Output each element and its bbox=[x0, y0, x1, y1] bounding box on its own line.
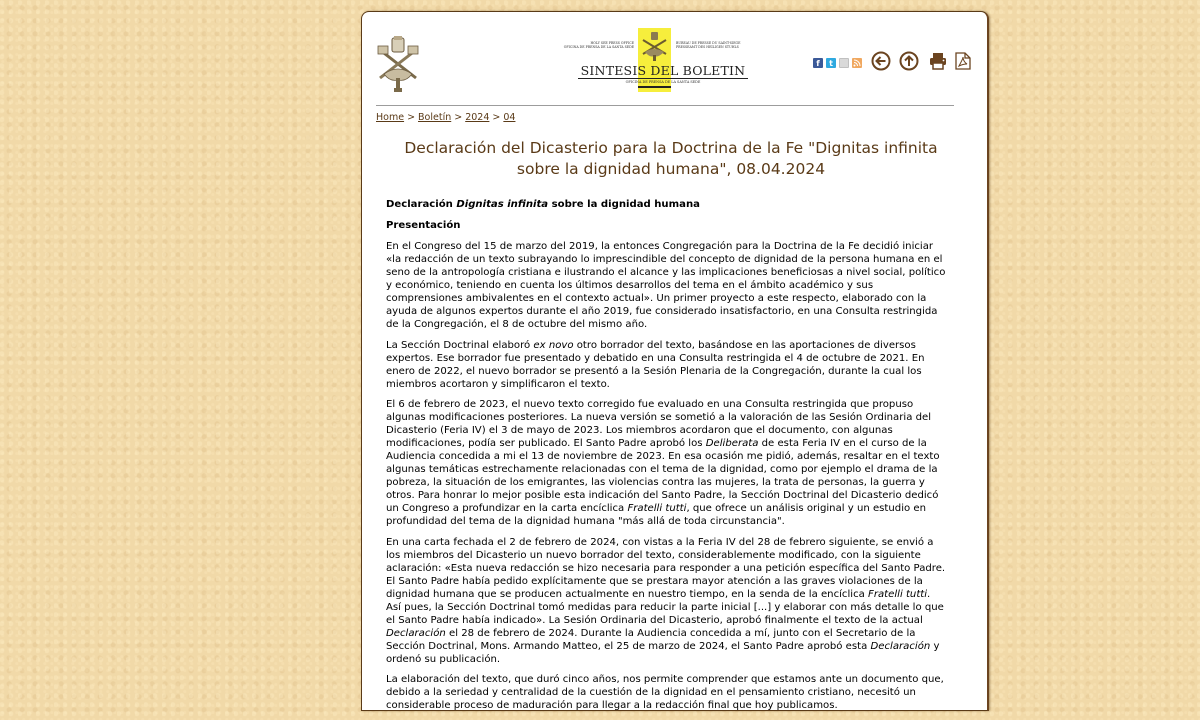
breadcrumb-separator: > bbox=[492, 112, 501, 123]
breadcrumb-year[interactable]: 2024 bbox=[465, 112, 490, 123]
breadcrumb-separator: > bbox=[407, 112, 416, 123]
email-icon[interactable] bbox=[839, 58, 849, 68]
masthead-left-caption bbox=[564, 41, 634, 49]
text: . Así pues, la Sección Doctrinal tomó medidas para reducir la parte inicial [...] y elaborar con más detalle lo que el Santo Padre había indicado». La Sesión Ordinaria del Dicasterio, aprobó finalmente el texto de la actual bbox=[386, 588, 944, 626]
back-icon[interactable] bbox=[871, 51, 891, 75]
pdf-icon[interactable] bbox=[955, 52, 971, 74]
italic-text: Fratelli tutti bbox=[868, 588, 928, 600]
paragraph-4 bbox=[386, 536, 946, 666]
document-heading bbox=[386, 198, 946, 211]
article-body bbox=[386, 198, 946, 720]
masthead-subtitle: OFICINA DE PRENSA DE LA SANTA SEDE bbox=[625, 80, 701, 84]
italic-text: Declaración bbox=[386, 627, 446, 639]
caption-line: PRESSEAMT DES HEILIGEN STUHLS bbox=[676, 45, 739, 49]
holy-see-keys-logo[interactable] bbox=[376, 36, 420, 92]
rss-glyph bbox=[853, 59, 861, 67]
caption-line: BUREAU DE PRESSE DU SAINT-SIEGE bbox=[676, 41, 741, 45]
twitter-icon[interactable] bbox=[826, 58, 836, 68]
paragraph-5: La elaboración del texto, que duró cinco años, nos permite comprender que estamos ante un documento que, debido a la seriedad y centralidad de la cuestión de la dignidad en el pensamiento cristiano, necesitó un considerable proceso de maduración para llegar a la redacción final que hoy publicamos. bbox=[386, 674, 944, 711]
text: el 28 de febrero de 2024. Durante la Audiencia concedida a mí, junto con el Secretario de la Sección Doctrinal, Mons. Armando Matteo, el 25 de marzo de 2024, el Santo Padre aprobó esta bbox=[386, 627, 916, 652]
paragraph-3 bbox=[386, 398, 946, 528]
heading-text: Declaración bbox=[386, 199, 457, 210]
caption-line: HOLY SEE PRESS OFFICE bbox=[590, 41, 634, 45]
breadcrumb-boletin[interactable]: Boletín bbox=[418, 112, 452, 123]
print-icon[interactable] bbox=[929, 52, 947, 74]
facebook-icon[interactable] bbox=[813, 58, 823, 68]
italic-text: Deliberata bbox=[705, 438, 759, 449]
text: de esta Feria IV en el curso de la Audiencia concedida a mi el 13 de noviembre de 2023. En esa ocasión me pidió, además, resaltar en el texto algunas temáticas estrechamente relacionadas con el tema de la dignidad, como por ejemplo el drama de la pobreza, la situación de los emigrantes, las violencias contra las mujeres, la trata de personas, la guerra y otros. Para honrar lo mejor posible esta indicación del Santo Padre, la Sección Doctrinal del Dicasterio dedicó un Congreso a profundizar en la carta encíclica bbox=[386, 438, 940, 514]
papal-emblem-icon bbox=[638, 28, 671, 62]
rss-icon[interactable] bbox=[852, 58, 862, 68]
italic-text: ex novo bbox=[533, 339, 574, 351]
page-title: Declaración del Dicasterio para la Doctrina de la Fe "Dignitas infinita sobre la dignidad humana", 08.04.2024 bbox=[404, 139, 938, 178]
caption-line: OFICINA DE PRENSA DE LA SANTA SEDE bbox=[563, 45, 634, 49]
italic-text: Declaración bbox=[870, 640, 931, 652]
breadcrumb bbox=[376, 112, 515, 123]
text: El 6 de febrero de 2023, el nuevo texto corregido fue evaluado en una Consulta restringida que propuso algunas modificaciones posteriores. La nueva versión se sometió a la valoración de las Sesión Ordinaria del Dicasterio (Feria IV) el 3 de mayo de 2023. Los miembros acordaron que el documento, con algunas modificaciones, podía ser publicado. El Santo Padre aprobó los bbox=[386, 399, 932, 449]
heading-italic: Dignitas infinita bbox=[456, 199, 549, 210]
masthead-bar bbox=[638, 86, 671, 88]
italic-text: Fratelli tutti bbox=[627, 503, 687, 514]
text: En una carta fechada el 2 de febrero de 2024, con vistas a la Feria IV del 28 de febrero siguiente, se envió a los miembros del Dicasterio un nuevo borrador del texto, considerablemente modificado, con la siguiente aclaración: «Esta nueva redacción se hizo necesaria para responder a una petición específica del Santo Padre. El Santo Padre había pedido explícitamente que se prestara mayor atención a las graves violaciones de la dignidad humana que se producen actualmente en nuestro tiempo, en la senda de la encíclica bbox=[386, 536, 946, 600]
text: otro borrador del texto, basándose en las aportaciones de diversos expertos. Ese borrador fue presentado y debatido en una Consulta restringida el 4 de octubre de 2021. En enero de 2022, el nuevo borrador se presentó a la Sesión Plenaria de la Congregación, durante la cual los miembros acortaron y simplificaron el texto. bbox=[386, 339, 925, 390]
text: , que ofrece un análisis original y un estudio en profundidad del tema de la dignidad humana "más allá de toda circunstancia". bbox=[386, 503, 926, 527]
breadcrumb-home[interactable]: Home bbox=[376, 112, 405, 123]
crossed-keys-icon bbox=[376, 36, 420, 92]
page-container bbox=[361, 11, 989, 711]
masthead-right-caption bbox=[676, 41, 740, 49]
facebook-glyph: f bbox=[816, 58, 820, 68]
section-heading: Presentación bbox=[386, 220, 461, 231]
breadcrumb-separator: > bbox=[454, 112, 463, 123]
twitter-glyph: t bbox=[829, 58, 833, 68]
bulletin-masthead[interactable] bbox=[558, 28, 768, 96]
paragraph-2 bbox=[386, 339, 946, 391]
header-divider bbox=[376, 105, 954, 106]
paragraph-1: En el Congreso del 15 de marzo del 2019, la entonces Congregación para la Doctrina de la Fe decidió iniciar «la redacción de un texto subrayando lo imprescindible del concepto de dignidad de la persona humana en el seno de la antropología cristiana e ilustrando el alcance y las implicaciones beneficiosas a nivel social, político y económico, teniendo en cuenta los últimos desarrollos del tema en el ámbito académico y sus comprensiones ambivalentes en el contexto actual». Un primer proyecto a este respecto, elaborado con la ayuda de algunos expertos durante el año 2019, fue considerado insatisfactorio, en una Consulta restringida de la Congregación, el 8 de octubre del mismo año. bbox=[386, 241, 946, 330]
masthead-title: SINTESIS DEL BOLETIN bbox=[580, 63, 746, 78]
masthead-rule bbox=[578, 78, 748, 79]
page-toolbar bbox=[813, 52, 971, 74]
text: y ordenó su publicación. bbox=[386, 640, 940, 665]
top-icon[interactable] bbox=[899, 51, 919, 75]
text: La Sección Doctrinal elaboró bbox=[386, 339, 534, 351]
heading-text: sobre la dignidad humana bbox=[548, 199, 700, 210]
breadcrumb-month[interactable]: 04 bbox=[503, 112, 516, 123]
